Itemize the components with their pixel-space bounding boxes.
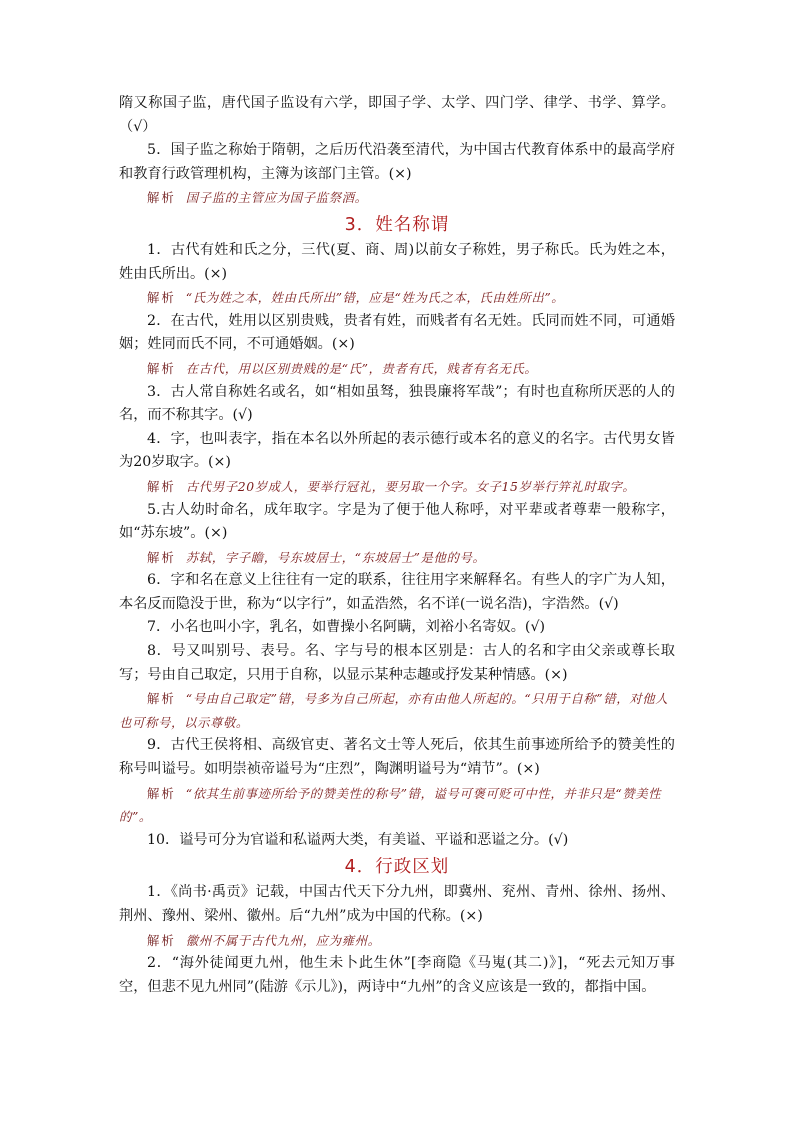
analysis-text: “依其生前事迹所给予的赞美性的称号”错，谥号可褒可贬可中性，并非只是“赞美性的”。 [119,785,662,825]
analysis-note [119,782,675,829]
question-item: 2．在古代，姓用以区别贵贱，贵者有姓，而贱者有名无姓。氏同而姓不同，可通婚姻；姓同而氏不同，不可通婚姻。(×) [119,312,675,353]
analysis-note [119,687,675,734]
analysis-note [119,286,675,310]
question-item: 3．古人常自称姓名或名，如“相如虽驽，独畏廉将军哉”；有时也直称所厌恶的人的名，而不称其字。(√) [119,383,675,424]
analysis-label: 解析 [147,360,176,376]
analysis-note [119,475,675,499]
analysis-text: 在古代，用以区别贵贱的是“氏”，贵者有氏，贱者有名无氏。 [185,360,538,376]
question-item: 8．号又叫别号、表号。名、字与号的根本区别是：古人的名和字由父亲或尊长取写；号由自己取定，只用于自称，以显示某种志趣或抒发某种情感。(×) [119,643,675,683]
analysis-label: 解析 [147,190,176,206]
analysis-text: 苏轼，字子瞻，号东坡居士，“东坡居士”是他的号。 [185,549,486,565]
question-item: 4．字，也叫表字，指在本名以外所起的表示德行或本名的意义的名字。古代男女皆为20岁取字。(×) [119,430,675,471]
question-item: 1．古代有姓和氏之分，三代(夏、商、周)以前女子称姓，男子称氏。氏为姓之本，姓由氏所出。(×) [119,241,675,282]
question-item: 7．小名也叫小字，乳名，如曹操小名阿瞒，刘裕小名寄奴。(√) [147,619,546,636]
document-page [119,92,675,999]
analysis-text: “氏为姓之本，姓由氏所出”错，应是“姓为氏之本，氏由姓所出”。 [185,290,565,306]
analysis-label: 解析 [147,691,176,707]
analysis-label: 解析 [147,549,176,565]
analysis-text: 徽州不属于古代九州，应为雍州。 [185,932,381,948]
section-heading: 3．姓名称谓 [344,214,450,235]
question-item: 2．“海外徒闻更九州，他生未卜此生休”[李商隐《马嵬(其二)》]，“死去元知万事空，但悲不见九州同”(陆游《示儿》)，两诗中“九州”的含义应该是一致的，都指中国。 [119,955,675,995]
analysis-note [119,546,675,570]
question-item: 10．谥号可分为官谥和私谥两大类，有美谥、平谥和恶谥之分。(√) [147,831,569,848]
analysis-text: 国子监的主管应为国子监祭酒。 [185,190,368,206]
question-item: 6．字和名在意义上往往有一定的联系，往往用字来解释名。有些人的字广为人知，本名反而隐没于世，称为“以字行”，如孟浩然，名不详(一说名浩)，字浩然。(√) [119,572,675,612]
question-item: 隋又称国子监，唐代国子监设有六学，即国子学、太学、四门学、律学、书学、算学。（√） [119,95,675,135]
analysis-text: “号由自己取定”错，号多为自己所起，亦有由他人所起的。“只用于自称”错，对他人也可称号，以示尊敬。 [119,691,669,730]
question-item: 1．《尚书·禹贡》记载，中国古代天下分九州，即冀州、兖州、青州、徐州、扬州、荆州、豫州、梁州、徽州。后“九州”成为中国的代称。(×) [119,884,675,924]
analysis-note [119,357,675,381]
analysis-label: 解析 [147,290,176,306]
analysis-label: 解析 [147,785,176,801]
question-item: 5.古人幼时命名，成年取字。字是为了便于他人称呼，对平辈或者尊辈一般称字，如“苏东坡”。(×) [119,501,675,542]
section-heading: 4．行政区划 [344,857,450,878]
analysis-note [119,929,675,953]
analysis-label: 解析 [147,932,176,948]
analysis-note [119,186,675,210]
question-item: 9．古代王侯将相、高级官吏、著名文士等人死后，依其生前事迹所给予的赞美性的称号叫谥号。如明崇祯帝谥号为“庄烈”，陶渊明谥号为“靖节”。(×) [119,737,675,778]
analysis-label: 解析 [147,478,176,494]
analysis-text: 古代男子20岁成人，要举行冠礼，要另取一个字。女子15岁举行笄礼时取字。 [185,478,636,494]
question-item: 5．国子监之称始于隋朝，之后历代沿袭至清代，为中国古代教育体系中的最高学府和教育行政管理机构，主簿为该部门主管。(×) [119,142,675,182]
